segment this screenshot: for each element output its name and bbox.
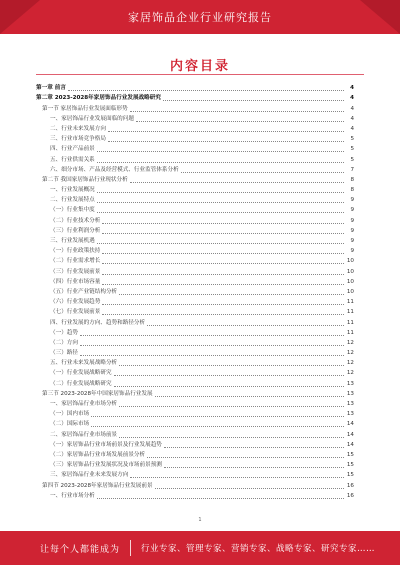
toc-leader-dots bbox=[91, 415, 344, 417]
toc-entry[interactable] bbox=[36, 328, 354, 338]
header-right-decoration bbox=[360, 0, 400, 34]
footer-roles: 行业专家、管理专家、营销专家、战略专家、研究专家…… bbox=[141, 544, 376, 554]
toc-entry[interactable] bbox=[36, 297, 354, 307]
toc-leader-dots bbox=[97, 201, 344, 203]
toc-entry-page: 8 bbox=[350, 176, 354, 183]
toc-entry-label: （二）国际市场 bbox=[50, 421, 90, 428]
toc-entry-page: 13 bbox=[346, 411, 354, 418]
toc-entry-page: 15 bbox=[346, 472, 354, 479]
toc-entry-label: 一、行业市场分析 bbox=[50, 492, 95, 499]
toc-leader-dots bbox=[130, 476, 344, 478]
toc-entry-page: 9 bbox=[350, 248, 354, 255]
toc-entry-page: 5 bbox=[350, 136, 354, 143]
toc-leader-dots bbox=[102, 303, 344, 305]
toc-entry[interactable] bbox=[36, 134, 354, 144]
toc-leader-dots bbox=[119, 364, 344, 366]
toc-entry-label: （七）行业发展前景 bbox=[50, 309, 101, 316]
toc-leader-dots bbox=[108, 140, 344, 142]
toc-entry-label: （二）家居饰品行业市场发展前景分析 bbox=[50, 451, 146, 458]
toc-entry-page: 4 bbox=[350, 115, 354, 122]
toc-entry-label: （一）趋势 bbox=[50, 329, 78, 336]
toc-entry-label: （二）行业技术分析 bbox=[50, 217, 101, 224]
toc-leader-dots bbox=[108, 130, 344, 132]
toc-leader-dots bbox=[102, 252, 344, 254]
toc-entry-page: 10 bbox=[346, 258, 354, 265]
toc-entry[interactable] bbox=[36, 195, 354, 205]
toc-leader-dots bbox=[155, 395, 344, 397]
toc-entry-label: 一、行业发展概况 bbox=[50, 187, 95, 194]
toc-entry-label: 第一章 前言 bbox=[36, 85, 66, 92]
toc-leader-dots bbox=[68, 89, 344, 91]
toc-entry-page: 4 bbox=[350, 95, 354, 102]
report-title: 家居饰品企业行业研究报告 bbox=[128, 11, 272, 24]
toc-leader-dots bbox=[163, 99, 344, 101]
toc-entry-page: 9 bbox=[350, 238, 354, 244]
toc-entry-page: 14 bbox=[346, 431, 354, 438]
toc-entry-label: 三、行业发展机遇 bbox=[50, 238, 95, 244]
toc-entry-page: 15 bbox=[346, 451, 354, 458]
toc-entry[interactable] bbox=[36, 124, 354, 134]
toc-entry[interactable] bbox=[36, 368, 354, 378]
toc-entry-page: 10 bbox=[346, 268, 354, 275]
toc-entry-label: （一）国内市场 bbox=[50, 411, 90, 418]
toc-entry-label: （四）行业市场容量 bbox=[50, 278, 101, 285]
toc-heading: 内容目录 bbox=[169, 59, 230, 74]
toc-entry-label: 二、家居饰品行业市场前景 bbox=[50, 431, 118, 438]
toc-leader-dots bbox=[80, 344, 344, 346]
toc-entry-label: （三）家居饰品行业发展状况及市场前景预测 bbox=[50, 462, 162, 469]
report-footer-bar bbox=[0, 531, 400, 565]
toc-leader-dots bbox=[102, 273, 344, 275]
toc-entry-label: 六、细分市场、产品及经营模式、行业监管体系分析 bbox=[50, 166, 179, 173]
toc-entry[interactable] bbox=[36, 144, 354, 154]
toc-entry[interactable] bbox=[36, 256, 354, 266]
toc-entry-page: 9 bbox=[350, 207, 354, 214]
toc-leader-dots bbox=[147, 324, 344, 326]
toc-entry-page: 8 bbox=[350, 187, 354, 194]
toc-entry[interactable] bbox=[36, 348, 354, 358]
toc-leader-dots bbox=[91, 425, 344, 427]
toc-entry-page: 12 bbox=[346, 370, 354, 377]
toc-entry-page: 9 bbox=[350, 197, 354, 204]
toc-entry[interactable] bbox=[36, 480, 354, 490]
toc-leader-dots bbox=[147, 456, 344, 458]
toc-entry-label: （一）行业发展战略研究 bbox=[50, 370, 112, 377]
table-of-contents bbox=[36, 83, 354, 501]
toc-leader-dots bbox=[80, 354, 344, 356]
toc-entry-page: 7 bbox=[350, 166, 354, 173]
toc-entry-label: 三、行业市场竞争格局 bbox=[50, 136, 106, 143]
toc-entry-page: 16 bbox=[346, 492, 354, 499]
toc-leader-dots bbox=[102, 232, 344, 234]
toc-entry-label: （一）行业政策扶持 bbox=[50, 248, 101, 255]
toc-entry-label: 五、行业未来发展战略分析 bbox=[50, 360, 118, 367]
toc-entry-page: 5 bbox=[350, 146, 354, 153]
toc-leader-dots bbox=[136, 120, 344, 122]
toc-entry-page: 13 bbox=[346, 401, 354, 407]
toc-leader-dots bbox=[97, 211, 344, 213]
toc-entry[interactable] bbox=[36, 226, 354, 236]
toc-leader-dots bbox=[80, 334, 344, 336]
toc-entry-page: 11 bbox=[346, 309, 354, 316]
toc-leader-dots bbox=[114, 385, 344, 387]
toc-entry-label: （六）行业发展趋势 bbox=[50, 299, 101, 306]
toc-entry[interactable] bbox=[36, 175, 354, 185]
toc-leader-dots bbox=[97, 161, 344, 163]
toc-entry-page: 5 bbox=[350, 156, 354, 163]
toc-entry-label: 第四节 2023-2028年家居饰品行业发展前景 bbox=[42, 482, 153, 489]
toc-entry[interactable] bbox=[36, 287, 354, 297]
toc-entry[interactable] bbox=[36, 205, 354, 215]
toc-entry[interactable] bbox=[36, 236, 354, 246]
toc-entry[interactable] bbox=[36, 429, 354, 439]
toc-entry-page: 12 bbox=[346, 350, 354, 357]
toc-entry[interactable] bbox=[36, 440, 354, 450]
toc-entry-page: 16 bbox=[346, 482, 354, 489]
toc-entry[interactable] bbox=[36, 114, 354, 124]
toc-entry-label: 第二章 2023-2028年家居饰品行业发展战略研究 bbox=[36, 95, 161, 102]
toc-entry[interactable] bbox=[36, 491, 354, 501]
toc-leader-dots bbox=[181, 171, 344, 173]
toc-entry-label: 一、家居饰品行业发展面临的问题 bbox=[50, 115, 134, 122]
toc-entry-page: 4 bbox=[350, 85, 354, 92]
toc-entry-label: （五）行业产业链结构分析 bbox=[50, 288, 118, 295]
toc-entry-page: 11 bbox=[346, 319, 354, 326]
toc-entry[interactable] bbox=[36, 215, 354, 225]
toc-entry-page: 10 bbox=[346, 288, 354, 295]
toc-entry-label: 二、行业未来发展方向 bbox=[50, 125, 106, 132]
toc-entry[interactable] bbox=[36, 358, 354, 368]
toc-entry-label: （二）行业发展战略研究 bbox=[50, 380, 112, 387]
toc-entry[interactable] bbox=[36, 317, 354, 327]
toc-entry[interactable] bbox=[36, 93, 354, 103]
toc-leader-dots bbox=[102, 283, 344, 285]
toc-entry-page: 11 bbox=[346, 329, 354, 336]
toc-entry-page: 14 bbox=[346, 441, 354, 448]
toc-entry-label: 第三节 2023-2028年中国家居饰品行业发展 bbox=[42, 390, 153, 397]
toc-entry[interactable] bbox=[36, 103, 354, 113]
toc-leader-dots bbox=[164, 446, 344, 448]
toc-entry[interactable] bbox=[36, 307, 354, 317]
toc-leader-dots bbox=[114, 374, 344, 376]
toc-entry[interactable] bbox=[36, 154, 354, 164]
toc-entry-label: 五、行业供需关系 bbox=[50, 156, 95, 163]
toc-entry-label: （一）家居饰品行业市场前景及行业发展趋势 bbox=[50, 441, 162, 448]
footer-divider bbox=[130, 540, 131, 556]
toc-entry[interactable] bbox=[36, 399, 354, 409]
toc-entry-label: 第一节 家居饰品行业发展面临形势 bbox=[42, 105, 128, 112]
toc-entry-label: （二）方向 bbox=[50, 339, 78, 346]
toc-leader-dots bbox=[155, 487, 344, 489]
toc-entry-label: 一、家居饰品行业市场分析 bbox=[50, 401, 118, 407]
toc-entry-label: 四、行业产品前景 bbox=[50, 146, 95, 153]
toc-leader-dots bbox=[97, 150, 344, 152]
header-left-decoration bbox=[0, 0, 40, 34]
toc-entry[interactable] bbox=[36, 409, 354, 419]
toc-entry-page: 13 bbox=[346, 390, 354, 397]
toc-entry[interactable] bbox=[36, 419, 354, 429]
toc-entry-label: 第二节 我国家居饰品行业现状分析 bbox=[42, 176, 128, 183]
toc-leader-dots bbox=[97, 242, 344, 244]
toc-entry[interactable] bbox=[36, 389, 354, 399]
toc-entry[interactable] bbox=[36, 266, 354, 276]
toc-entry[interactable] bbox=[36, 470, 354, 480]
toc-entry-label: （一）行业集中度 bbox=[50, 207, 95, 214]
toc-entry-label: 二、行业发展特点 bbox=[50, 197, 95, 204]
toc-entry-label: （三）行业发展前景 bbox=[50, 268, 101, 275]
toc-entry-label: 三、家居饰品行业未来发展方向 bbox=[50, 472, 129, 479]
toc-entry[interactable] bbox=[36, 246, 354, 256]
toc-entry-page: 11 bbox=[346, 299, 354, 306]
toc-entry[interactable] bbox=[36, 83, 354, 93]
toc-leader-dots bbox=[119, 436, 344, 438]
toc-entry-page: 9 bbox=[350, 217, 354, 224]
toc-entry-page: 4 bbox=[350, 105, 354, 112]
toc-entry[interactable] bbox=[36, 450, 354, 460]
toc-leader-dots bbox=[102, 222, 344, 224]
toc-leader-dots bbox=[97, 497, 344, 499]
toc-entry[interactable] bbox=[36, 378, 354, 388]
toc-entry[interactable] bbox=[36, 165, 354, 175]
page-number: 1 bbox=[198, 517, 202, 523]
toc-entry-page: 14 bbox=[346, 421, 354, 428]
toc-entry-page: 12 bbox=[346, 360, 354, 367]
report-header-bar bbox=[0, 0, 400, 34]
toc-leader-dots bbox=[130, 110, 344, 112]
toc-entry-label: （三）路径 bbox=[50, 350, 78, 357]
toc-entry-page: 4 bbox=[350, 125, 354, 132]
toc-entry-page: 15 bbox=[346, 462, 354, 469]
toc-entry-page: 12 bbox=[346, 339, 354, 346]
footer-slogan: 让每个人都能成为 bbox=[40, 544, 121, 555]
toc-entry-label: （三）行业利润分析 bbox=[50, 227, 101, 234]
toc-entry-page: 10 bbox=[346, 278, 354, 285]
toc-leader-dots bbox=[102, 262, 344, 264]
toc-entry[interactable] bbox=[36, 277, 354, 287]
toc-leader-dots bbox=[119, 405, 344, 407]
toc-entry[interactable] bbox=[36, 338, 354, 348]
toc-entry-page: 13 bbox=[346, 380, 354, 387]
toc-leader-dots bbox=[102, 313, 344, 315]
toc-leader-dots bbox=[130, 181, 344, 183]
toc-heading-rule bbox=[36, 74, 364, 75]
toc-leader-dots bbox=[119, 293, 344, 295]
toc-leader-dots bbox=[97, 191, 344, 193]
toc-leader-dots bbox=[164, 466, 344, 468]
toc-entry-page: 9 bbox=[350, 227, 354, 234]
toc-entry-label: （二）行业需求增长 bbox=[50, 258, 101, 265]
toc-entry[interactable] bbox=[36, 460, 354, 470]
toc-entry[interactable] bbox=[36, 185, 354, 195]
toc-entry-label: 四、行业发展的方向、趋势和路径分析 bbox=[50, 319, 146, 326]
